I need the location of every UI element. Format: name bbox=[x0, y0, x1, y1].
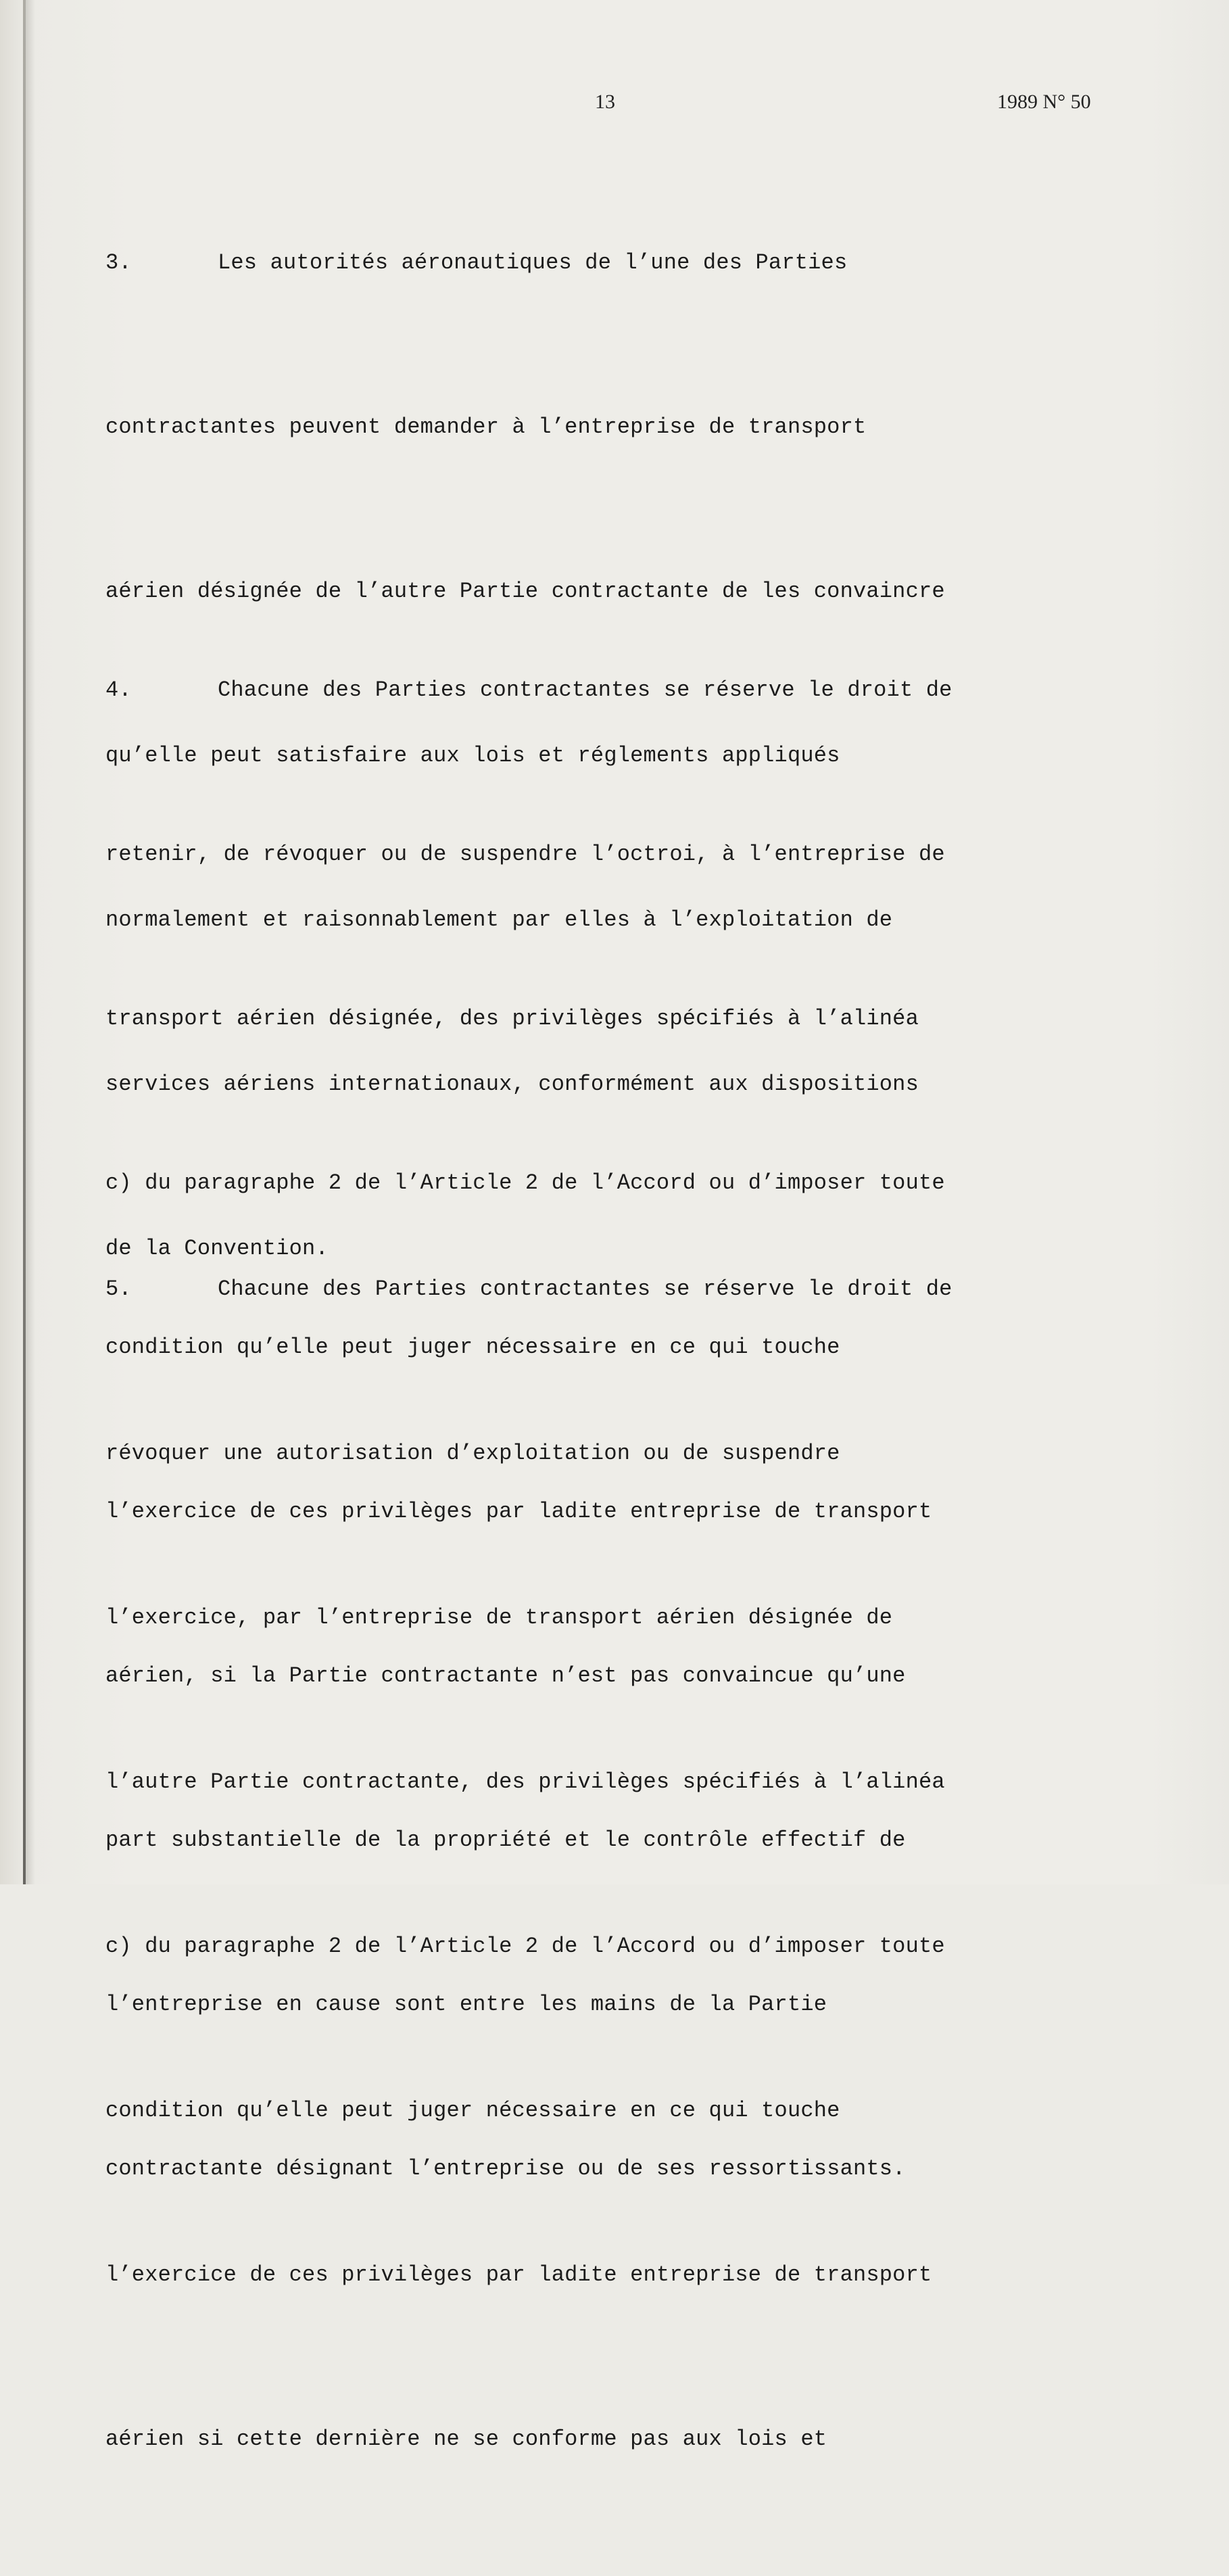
paragraph-5 bbox=[105, 1152, 1160, 2576]
paragraph-line: normalement et raisonnablement par elles à l’exploitation de bbox=[105, 907, 893, 932]
paragraph-line: qu’elle peut satisfaire aux lois et réglements appliqués bbox=[105, 743, 840, 768]
paragraph-line: condition qu’elle peut juger nécessaire en ce qui touche bbox=[105, 1335, 840, 1360]
paragraph-text: Chacune des Parties contractantes se réserve le droit de bbox=[218, 1277, 953, 1302]
paragraph-line: l’autre Partie contractante, des privilèges spécifiés à l’alinéa bbox=[105, 1769, 945, 1794]
binding-shadow bbox=[26, 0, 35, 1884]
paragraph-line: l’exercice, par l’entreprise de transport aérien désignée de bbox=[105, 1605, 893, 1630]
paragraph-line: contractantes peuvent demander à l’entreprise de transport bbox=[105, 414, 867, 439]
page-number: 13 bbox=[595, 91, 615, 113]
paragraph-number: 5. bbox=[105, 1277, 132, 1302]
paragraph-text: Chacune des Parties contractantes se réserve le droit de bbox=[218, 677, 953, 702]
paragraph-line: l’exercice de ces privilèges par ladite entreprise de transport bbox=[105, 1499, 932, 1524]
paragraph-line: l’exercice de ces privilèges par ladite entreprise de transport bbox=[105, 2262, 932, 2287]
paragraph-line: part substantielle de la propriété et le contrôle effectif de bbox=[105, 1828, 906, 1853]
paragraph-number: 3. bbox=[105, 250, 132, 275]
paragraph-line bbox=[105, 1262, 1160, 1316]
paragraph-line: condition qu’elle peut juger nécessaire en ce qui touche bbox=[105, 2098, 840, 2123]
paragraph-line: de la Convention. bbox=[105, 1236, 329, 1261]
paragraph-line: révoquer une autorisation d’exploitation ou de suspendre bbox=[105, 1441, 840, 1466]
paragraph-line: retenir, de révoquer ou de suspendre l’octroi, à l’entreprise de bbox=[105, 842, 945, 867]
paragraph-line: services aériens internationaux, conformément aux dispositions bbox=[105, 1072, 919, 1097]
paragraph-line: aérien désignée de l’autre Partie contractante de les convaincre bbox=[105, 579, 945, 604]
paragraph-line: c) du paragraphe 2 de l’Article 2 de l’Accord ou d’imposer toute bbox=[105, 1934, 945, 1959]
paragraph-line bbox=[105, 235, 1160, 290]
paragraph-line: contractante désignant l’entreprise ou de ses ressortissants. bbox=[105, 2156, 906, 2181]
page-header bbox=[0, 91, 1229, 118]
paragraph-number: 4. bbox=[105, 677, 132, 702]
paragraph-line: aérien si cette dernière ne se conforme pas aux lois et bbox=[105, 2427, 827, 2452]
paragraph-line bbox=[105, 663, 1160, 717]
paragraph-line: aérien, si la Partie contractante n’est pas convaincue qu’une bbox=[105, 1663, 906, 1688]
paragraph-line: transport aérien désignée, des privilèges spécifiés à l’alinéa bbox=[105, 1006, 919, 1031]
paragraph-line: l’entreprise en cause sont entre les mains de la Partie bbox=[105, 1992, 827, 2017]
document-reference: 1989 N° 50 bbox=[997, 91, 1091, 113]
paragraph-text: Les autorités aéronautiques de l’une des Parties bbox=[218, 250, 848, 275]
paragraph-line: c) du paragraphe 2 de l’Article 2 de l’Accord ou d’imposer toute bbox=[105, 1170, 945, 1195]
